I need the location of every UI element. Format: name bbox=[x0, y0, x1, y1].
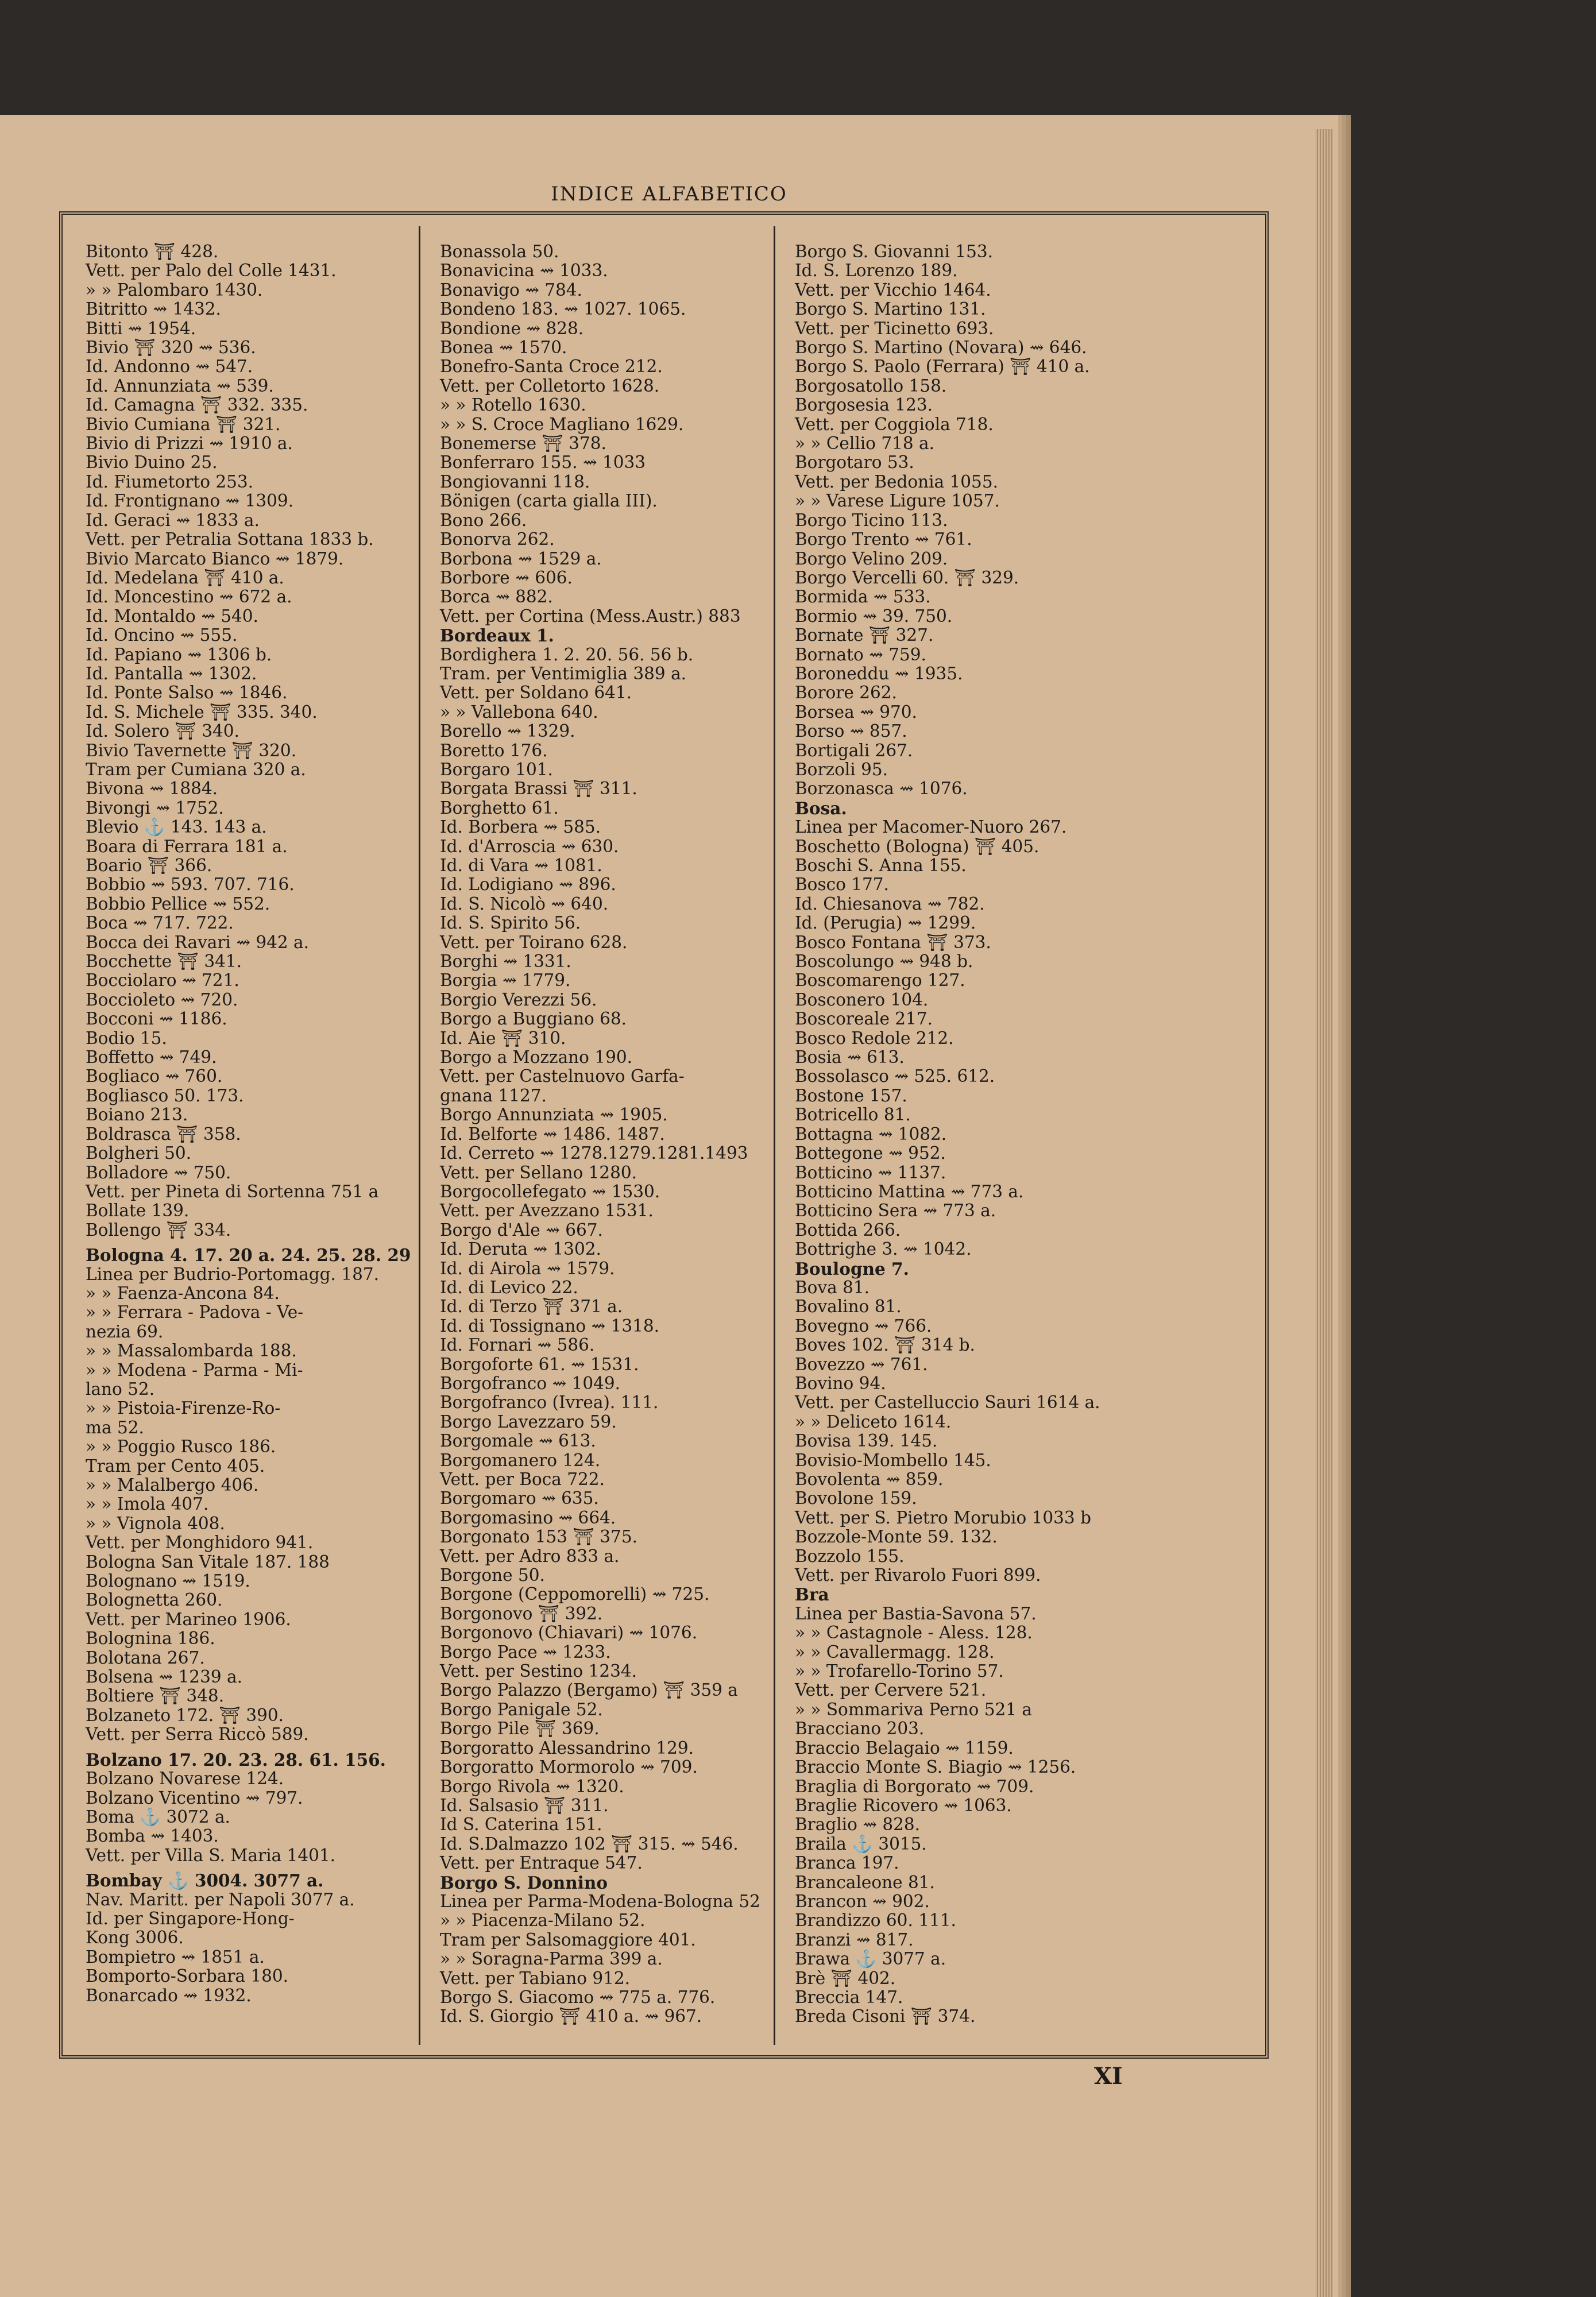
index-entry: » » Cellio 718 a. bbox=[795, 434, 934, 454]
index-entry: Vett. per Monghidoro 941. bbox=[86, 1533, 314, 1553]
index-entry: Bogliasco 50. 173. bbox=[86, 1085, 244, 1105]
index-entry: Bormida ⇝ 533. bbox=[795, 587, 931, 607]
index-entry: Vett. per Castelnuovo Garfa- bbox=[440, 1066, 685, 1086]
index-entry: Id. Pantalla ⇝ 1302. bbox=[86, 663, 257, 683]
index-entry: Id. Fiumetorto 253. bbox=[86, 471, 254, 492]
index-entry: Bollate 139. bbox=[86, 1201, 190, 1221]
index-entry: Bocconi ⇝ 1186. bbox=[86, 1009, 227, 1029]
index-entry: Id. S. Michele ⛩ 335. 340. bbox=[86, 702, 318, 722]
index-entry: Bonavigo ⇝ 784. bbox=[440, 280, 582, 300]
index-entry: » » Pistoia-Firenze-Ro- bbox=[86, 1398, 281, 1418]
index-entry: » » Soragna-Parma 399 a. bbox=[440, 1949, 663, 1969]
index-entry: Bovegno ⇝ 766. bbox=[795, 1316, 932, 1336]
index-entry: Botticino Mattina ⇝ 773 a. bbox=[795, 1181, 1024, 1201]
index-entry: Id. Andonno ⇝ 547. bbox=[86, 357, 253, 377]
index-entry: Bivongi ⇝ 1752. bbox=[86, 798, 224, 818]
index-entry: Id. di Airola ⇝ 1579. bbox=[440, 1258, 615, 1278]
index-entry: Tram. per Ventimiglia 389 a. bbox=[440, 663, 687, 683]
index-entry: Id. Oncino ⇝ 555. bbox=[86, 625, 238, 645]
index-entry: Tram per Salsomaggiore 401. bbox=[440, 1929, 696, 1950]
index-entry: Bologna 4. 17. 20 a. 24. 25. 28. 29 bbox=[86, 1245, 411, 1266]
index-entry: » » Trofarello-Torino 57. bbox=[795, 1661, 1004, 1681]
index-entry: Boara di Ferrara 181 a. bbox=[86, 836, 288, 856]
index-entry: Bortigali 267. bbox=[795, 740, 913, 760]
index-entry: Vett. per Entraque 547. bbox=[440, 1853, 643, 1873]
index-entry: Borgo a Mozzano 190. bbox=[440, 1047, 632, 1068]
index-entry: Bomba ⇝ 1403. bbox=[86, 1826, 219, 1846]
index-entry: Id. Annunziata ⇝ 539. bbox=[86, 376, 274, 396]
index-entry: Id. Camagna ⛩ 332. 335. bbox=[86, 395, 308, 415]
index-entry: » » Massalombarda 188. bbox=[86, 1341, 297, 1361]
index-entry: Id. Frontignano ⇝ 1309. bbox=[86, 491, 294, 511]
index-entry: Vett. per Palo del Colle 1431. bbox=[86, 261, 337, 281]
index-entry: Bivio di Prizzi ⇝ 1910 a. bbox=[86, 434, 293, 454]
index-entry: Borgomaro ⇝ 635. bbox=[440, 1488, 599, 1509]
index-entry: Borgaro 101. bbox=[440, 759, 553, 779]
index-entry: Bovino 94. bbox=[795, 1373, 886, 1393]
index-entry: Id. S.Dalmazzo 102 ⛩ 315. ⇝ 546. bbox=[440, 1834, 739, 1854]
index-entry: Boretto 176. bbox=[440, 740, 548, 760]
index-entry: Bolzano Novarese 124. bbox=[86, 1769, 284, 1789]
index-entry: Brè ⛩ 402. bbox=[795, 1968, 896, 1988]
index-entry: Bonassola 50. bbox=[440, 242, 559, 261]
index-entry: Braglie Ricovero ⇝ 1063. bbox=[795, 1795, 1012, 1815]
index-entry: Borgone 50. bbox=[440, 1565, 545, 1586]
index-entry: Bogliaco ⇝ 760. bbox=[86, 1066, 223, 1086]
index-entry: Bolzano 17. 20. 23. 28. 61. 156. bbox=[86, 1749, 386, 1770]
index-entry: Bormio ⇝ 39. 750. bbox=[795, 606, 953, 626]
index-entry: Bitritto ⇝ 1432. bbox=[86, 299, 221, 319]
index-entry: Boffetto ⇝ 749. bbox=[86, 1047, 217, 1068]
index-entry: Borgo Ticino 113. bbox=[795, 510, 948, 530]
index-entry: Id. S. Lorenzo 189. bbox=[795, 261, 958, 281]
index-entry: Brancaleone 81. bbox=[795, 1872, 935, 1892]
index-entry: Bottrighe 3. ⇝ 1042. bbox=[795, 1239, 972, 1259]
index-entry: Bobbio Pellice ⇝ 552. bbox=[86, 894, 270, 914]
index-entry: Id. Borbera ⇝ 585. bbox=[440, 817, 601, 837]
index-entry: Borello ⇝ 1329. bbox=[440, 721, 575, 741]
index-entry: Id. Moncestino ⇝ 672 a. bbox=[86, 587, 292, 607]
index-entry: » » Modena - Parma - Mi- bbox=[86, 1360, 303, 1380]
index-entry: Bompietro ⇝ 1851 a. bbox=[86, 1947, 265, 1967]
index-entry: Borgonovo ⛩ 392. bbox=[440, 1603, 603, 1623]
index-entry: Borgomanero 124. bbox=[440, 1450, 601, 1470]
index-entry: nezia 69. bbox=[86, 1321, 164, 1341]
index-entry: Botticino ⇝ 1137. bbox=[795, 1162, 946, 1182]
index-entry: Bondione ⇝ 828. bbox=[440, 318, 584, 338]
index-entry: Boca ⇝ 717. 722. bbox=[86, 913, 234, 933]
index-entry: Bivio Duino 25. bbox=[86, 453, 218, 473]
index-entry: Botricello 81. bbox=[795, 1105, 911, 1125]
index-entry: Bornate ⛩ 327. bbox=[795, 625, 934, 645]
index-entry: Bostone 157. bbox=[795, 1085, 907, 1105]
index-entry: Borgotaro 53. bbox=[795, 453, 914, 473]
index-entry: Borghetto 61. bbox=[440, 798, 559, 818]
index-entry: Vett. per Coggiola 718. bbox=[795, 414, 994, 434]
index-entry: Borbore ⇝ 606. bbox=[440, 567, 573, 587]
index-column-1 bbox=[86, 242, 430, 2005]
index-entry: Bitonto ⛩ 428. bbox=[86, 242, 219, 261]
index-entry: Borgo Annunziata ⇝ 1905. bbox=[440, 1105, 668, 1125]
index-entry: Vett. per Castelluccio Sauri 1614 a. bbox=[795, 1393, 1100, 1413]
index-entry: Bosa. bbox=[795, 798, 847, 818]
index-entry: Bovezzo ⇝ 761. bbox=[795, 1354, 928, 1374]
index-entry: Boario ⛩ 366. bbox=[86, 856, 212, 875]
index-entry: Bottagna ⇝ 1082. bbox=[795, 1124, 947, 1144]
index-entry: Borgio Verezzi 56. bbox=[440, 989, 597, 1010]
index-entry: Boulogne 7. bbox=[795, 1258, 909, 1279]
index-entry: Borgomale ⇝ 613. bbox=[440, 1431, 596, 1451]
index-entry: Bocciolaro ⇝ 721. bbox=[86, 970, 239, 991]
index-entry: Borgo S. Martino 131. bbox=[795, 299, 986, 319]
index-entry: Id. di Vara ⇝ 1081. bbox=[440, 856, 602, 875]
index-entry: Brawa ⚓ 3077 a. bbox=[795, 1949, 946, 1969]
index-entry: Borgo d'Ale ⇝ 667. bbox=[440, 1220, 603, 1240]
index-entry: Vett. per Cervere 521. bbox=[795, 1680, 987, 1700]
index-entry: Linea per Parma-Modena-Bologna 52 bbox=[440, 1891, 760, 1911]
index-entry: Borso ⇝ 857. bbox=[795, 721, 907, 741]
index-entry: Botticino Sera ⇝ 773 a. bbox=[795, 1201, 996, 1221]
index-entry: Braglio ⇝ 828. bbox=[795, 1815, 921, 1835]
index-entry: Vett. per Adro 833 a. bbox=[440, 1546, 620, 1566]
index-entry: Borgia ⇝ 1779. bbox=[440, 970, 571, 991]
index-entry: Bordeaux 1. bbox=[440, 625, 554, 646]
index-entry: Vett. per Colletorto 1628. bbox=[440, 376, 660, 396]
index-entry: Borgosatollo 158. bbox=[795, 376, 947, 396]
index-entry: Bolzaneto 172. ⛩ 390. bbox=[86, 1705, 284, 1725]
page-edge bbox=[1315, 129, 1332, 2297]
index-entry: Vett. per Boca 722. bbox=[440, 1470, 605, 1489]
index-entry: lano 52. bbox=[86, 1379, 155, 1399]
index-entry: Borgone (Ceppomorelli) ⇝ 725. bbox=[440, 1584, 710, 1604]
index-entry: Id. Cerreto ⇝ 1278.1279.1281.1493 bbox=[440, 1143, 748, 1163]
index-entry: Borgonato 153 ⛩ 375. bbox=[440, 1527, 637, 1547]
index-entry: Bombay ⚓ 3004. 3077 a. bbox=[86, 1870, 324, 1891]
index-entry: Borore 262. bbox=[795, 683, 897, 703]
index-entry: Bologna San Vitale 187. 188 bbox=[86, 1552, 330, 1572]
index-entry: » » Malalbergo 406. bbox=[86, 1475, 259, 1495]
index-entry: Braglia di Borgorato ⇝ 709. bbox=[795, 1776, 1034, 1796]
index-entry: Borca ⇝ 882. bbox=[440, 587, 553, 607]
index-entry: Blevio ⚓ 143. 143 a. bbox=[86, 817, 267, 837]
index-entry: Bongiovanni 118. bbox=[440, 471, 590, 492]
index-entry: Bonorva 262. bbox=[440, 529, 555, 550]
index-entry: Id. Belforte ⇝ 1486. 1487. bbox=[440, 1124, 665, 1144]
index-entry: Boltiere ⛩ 348. bbox=[86, 1686, 225, 1706]
index-entry: Borgo Velino 209. bbox=[795, 548, 948, 569]
index-entry: » » Vignola 408. bbox=[86, 1513, 225, 1533]
index-entry: Bonea ⇝ 1570. bbox=[440, 338, 567, 358]
index-entry: Boscoreale 217. bbox=[795, 1009, 933, 1029]
index-entry: Bosconero 104. bbox=[795, 989, 929, 1010]
index-entry: Bodio 15. bbox=[86, 1028, 167, 1048]
index-entry: Boscolungo ⇝ 948 b. bbox=[795, 952, 973, 972]
index-entry: Bonemerse ⛩ 378. bbox=[440, 434, 606, 454]
index-entry: Bono 266. bbox=[440, 510, 527, 530]
index-entry: Bivio Marcato Bianco ⇝ 1879. bbox=[86, 548, 344, 569]
index-entry: Borgo S. Giovanni 153. bbox=[795, 242, 993, 261]
index-entry: Vett. per Vicchio 1464. bbox=[795, 280, 991, 300]
index-entry: » » Cavallermagg. 128. bbox=[795, 1642, 995, 1662]
index-entry: Id. Medelana ⛩ 410 a. bbox=[86, 567, 284, 587]
index-entry: Borgo Panigale 52. bbox=[440, 1699, 603, 1719]
index-entry: Bonarcado ⇝ 1932. bbox=[86, 1985, 252, 2005]
index-entry: Bocca dei Ravari ⇝ 942 a. bbox=[86, 932, 309, 952]
index-entry: Id. (Perugia) ⇝ 1299. bbox=[795, 913, 976, 933]
index-entry: Bocchette ⛩ 341. bbox=[86, 952, 242, 972]
index-entry: Bivio Cumiana ⛩ 321. bbox=[86, 414, 281, 434]
index-entry: Bolsena ⇝ 1239 a. bbox=[86, 1667, 242, 1687]
index-entry: Borgo Pace ⇝ 1233. bbox=[440, 1642, 611, 1662]
index-entry: Boschetto (Bologna) ⛩ 405. bbox=[795, 836, 1039, 856]
index-entry: Bovisio-Mombello 145. bbox=[795, 1450, 991, 1470]
index-entry: » » Imola 407. bbox=[86, 1494, 209, 1514]
index-entry: Bovolone 159. bbox=[795, 1488, 917, 1509]
index-entry: Bosco Redole 212. bbox=[795, 1028, 954, 1048]
index-entry: Branca 197. bbox=[795, 1853, 899, 1873]
index-entry: Boiano 213. bbox=[86, 1105, 188, 1125]
index-entry: Bozzolo 155. bbox=[795, 1546, 905, 1566]
index-entry: Braccio Monte S. Biagio ⇝ 1256. bbox=[795, 1757, 1076, 1777]
index-entry: Bra bbox=[795, 1584, 829, 1605]
index-entry: Vett. per Toirano 628. bbox=[440, 932, 628, 952]
index-entry: Bolladore ⇝ 750. bbox=[86, 1162, 231, 1182]
index-entry: Bova 81. bbox=[795, 1277, 870, 1297]
index-entry: Bosia ⇝ 613. bbox=[795, 1047, 905, 1068]
index-entry: Borgata Brassi ⛩ 311. bbox=[440, 779, 637, 799]
page-header: INDICE ALFABETICO bbox=[551, 183, 787, 206]
index-entry: Bracciano 203. bbox=[795, 1719, 925, 1739]
index-entry: Borgo S. Donnino bbox=[440, 1872, 608, 1893]
index-entry: Borgoforte 61. ⇝ 1531. bbox=[440, 1354, 639, 1374]
index-entry: Borgo Vercelli 60. ⛩ 329. bbox=[795, 567, 1019, 587]
index-entry: Vett. per S. Pietro Morubio 1033 b bbox=[795, 1507, 1091, 1528]
index-entry: » » Castagnole - Aless. 128. bbox=[795, 1623, 1033, 1643]
index-entry: » » Deliceto 1614. bbox=[795, 1412, 952, 1432]
index-entry: Bottegone ⇝ 952. bbox=[795, 1143, 946, 1163]
index-entry: » » Varese Ligure 1057. bbox=[795, 491, 1000, 511]
index-entry: » » Faenza-Ancona 84. bbox=[86, 1283, 280, 1303]
index-column-2 bbox=[440, 242, 785, 2027]
index-entry: Vett. per Cortina (Mess.Austr.) 883 bbox=[440, 606, 741, 626]
index-entry: Bozzole-Monte 59. 132. bbox=[795, 1527, 998, 1547]
index-entry: Bordighera 1. 2. 20. 56. 56 b. bbox=[440, 644, 694, 664]
index-entry: Bomporto-Sorbara 180. bbox=[86, 1966, 289, 1986]
index-entry: Id. S. Nicolò ⇝ 640. bbox=[440, 894, 609, 914]
index-entry: Bottida 266. bbox=[795, 1220, 901, 1240]
index-entry: Bönigen (carta gialla III). bbox=[440, 491, 658, 511]
index-entry: Breccia 147. bbox=[795, 1987, 903, 2007]
index-entry: Bivio Tavernette ⛩ 320. bbox=[86, 740, 297, 760]
index-entry: » » Sommariva Perno 521 a bbox=[795, 1699, 1033, 1719]
index-entry: Borgo Rivola ⇝ 1320. bbox=[440, 1776, 624, 1796]
index-entry: Id. S. Giorgio ⛩ 410 a. ⇝ 967. bbox=[440, 2006, 702, 2027]
index-entry: Id. Lodigiano ⇝ 896. bbox=[440, 875, 616, 895]
index-entry: Borgomasino ⇝ 664. bbox=[440, 1507, 616, 1528]
index-entry: Bivio ⛩ 320 ⇝ 536. bbox=[86, 338, 256, 358]
index-entry: Id. Fornari ⇝ 586. bbox=[440, 1335, 595, 1355]
index-entry: Borgosesia 123. bbox=[795, 395, 933, 415]
index-entry: Borzonasca ⇝ 1076. bbox=[795, 779, 968, 799]
index-entry: Id. Ponte Salso ⇝ 1846. bbox=[86, 683, 288, 703]
index-entry: Vett. per Sellano 1280. bbox=[440, 1162, 637, 1182]
index-entry: Vett. per Soldano 641. bbox=[440, 683, 632, 703]
index-entry: Linea per Macomer-Nuoro 267. bbox=[795, 817, 1067, 837]
index-entry: Id. di Levico 22. bbox=[440, 1277, 578, 1297]
index-entry: Borgofranco ⇝ 1049. bbox=[440, 1373, 620, 1393]
index-entry: Id. Deruta ⇝ 1302. bbox=[440, 1239, 601, 1259]
index-entry: Borgo S. Giacomo ⇝ 775 a. 776. bbox=[440, 1987, 716, 2007]
index-entry: Borgoratto Mormorolo ⇝ 709. bbox=[440, 1757, 698, 1777]
index-entry: Vett. per Pineta di Sortenna 751 a bbox=[86, 1181, 379, 1201]
index-entry: Vett. per Ticinetto 693. bbox=[795, 318, 994, 338]
index-entry: Bondeno 183. ⇝ 1027. 1065. bbox=[440, 299, 686, 319]
index-entry: Id. di Tossignano ⇝ 1318. bbox=[440, 1316, 660, 1336]
index-entry: Bovisa 139. 145. bbox=[795, 1431, 938, 1451]
index-entry: Tram per Cento 405. bbox=[86, 1456, 265, 1476]
index-entry: Bonavicina ⇝ 1033. bbox=[440, 261, 608, 281]
index-entry: Borgo Palazzo (Bergamo) ⛩ 359 a bbox=[440, 1680, 738, 1700]
index-entry: Borghi ⇝ 1331. bbox=[440, 952, 571, 972]
index-entry: Boldrasca ⛩ 358. bbox=[86, 1124, 241, 1144]
index-entry: » » Vallebona 640. bbox=[440, 702, 598, 722]
index-entry: Breda Cisoni ⛩ 374. bbox=[795, 2006, 976, 2027]
index-entry: Borgonovo (Chiavari) ⇝ 1076. bbox=[440, 1623, 698, 1643]
index-entry: » » Poggio Rusco 186. bbox=[86, 1437, 276, 1457]
index-entry: Vett. per Marineo 1906. bbox=[86, 1609, 291, 1629]
index-entry: Vett. per Serra Riccò 589. bbox=[86, 1724, 309, 1745]
index-entry: Bolognina 186. bbox=[86, 1629, 215, 1649]
index-entry: Vett. per Tabiano 912. bbox=[440, 1968, 631, 1988]
index-entry: Id. S. Spirito 56. bbox=[440, 913, 581, 933]
page-number: XI bbox=[1094, 2063, 1123, 2090]
index-entry: Linea per Budrio-Portomagg. 187. bbox=[86, 1264, 379, 1284]
index-entry: Boma ⚓ 3072 a. bbox=[86, 1807, 230, 1827]
index-entry: Bornato ⇝ 759. bbox=[795, 644, 926, 664]
index-entry: Tram per Cumiana 320 a. bbox=[86, 759, 306, 779]
index-entry: Vett. per Rivarolo Fuori 899. bbox=[795, 1565, 1041, 1586]
index-entry: Id. Solero ⛩ 340. bbox=[86, 721, 239, 741]
index-entry: Vett. per Bedonia 1055. bbox=[795, 471, 998, 492]
index-entry: Bonferraro 155. ⇝ 1033 bbox=[440, 453, 646, 473]
index-entry: » » Ferrara - Padova - Ve- bbox=[86, 1302, 304, 1322]
index-entry: Vett. per Avezzano 1531. bbox=[440, 1201, 654, 1221]
index-entry: Vett. per Petralia Sottana 1833 b. bbox=[86, 529, 374, 550]
index-entry: gnana 1127. bbox=[440, 1085, 547, 1105]
index-entry: Id. Geraci ⇝ 1833 a. bbox=[86, 510, 260, 530]
index-entry: Id. Papiano ⇝ 1306 b. bbox=[86, 644, 272, 664]
index-entry: Bitti ⇝ 1954. bbox=[86, 318, 196, 338]
index-entry: Bobbio ⇝ 593. 707. 716. bbox=[86, 875, 295, 895]
index-entry: Brandizzo 60. 111. bbox=[795, 1911, 956, 1931]
index-entry: Id. Montaldo ⇝ 540. bbox=[86, 606, 258, 626]
index-entry: Borgo Trento ⇝ 761. bbox=[795, 529, 972, 550]
index-entry: Nav. Maritt. per Napoli 3077 a. bbox=[86, 1889, 355, 1909]
index-entry: Boccioleto ⇝ 720. bbox=[86, 989, 238, 1010]
index-entry: Vett. per Sestino 1234. bbox=[440, 1661, 637, 1681]
index-entry: Bolzano Vicentino ⇝ 797. bbox=[86, 1788, 303, 1808]
index-entry: Id S. Caterina 151. bbox=[440, 1815, 602, 1835]
index-entry: Braccio Belagaio ⇝ 1159. bbox=[795, 1738, 1014, 1758]
index-entry: Borbona ⇝ 1529 a. bbox=[440, 548, 602, 569]
index-entry: Borgo Lavezzaro 59. bbox=[440, 1412, 617, 1432]
index-entry: Bolognetta 260. bbox=[86, 1590, 223, 1610]
index-entry: Boves 102. ⛩ 314 b. bbox=[795, 1335, 975, 1355]
index-entry: Id. d'Arroscia ⇝ 630. bbox=[440, 836, 619, 856]
index-entry: Bossolasco ⇝ 525. 612. bbox=[795, 1066, 995, 1086]
index-entry: Bollengo ⛩ 334. bbox=[86, 1220, 231, 1240]
index-entry: Borgo S. Paolo (Ferrara) ⛩ 410 a. bbox=[795, 357, 1090, 377]
index-entry: Linea per Bastia-Savona 57. bbox=[795, 1603, 1037, 1623]
index-entry: » » Palombaro 1430. bbox=[86, 280, 263, 300]
index-frame bbox=[59, 211, 1269, 2059]
index-entry: Borzoli 95. bbox=[795, 759, 888, 779]
index-entry: » » S. Croce Magliano 1629. bbox=[440, 414, 684, 434]
index-entry: Kong 3006. bbox=[86, 1928, 184, 1948]
index-entry: Boscomarengo 127. bbox=[795, 970, 965, 991]
index-entry: Boroneddu ⇝ 1935. bbox=[795, 663, 963, 683]
index-column-3 bbox=[795, 242, 1139, 2027]
index-entry: Id. per Singapore-Hong- bbox=[86, 1908, 295, 1928]
index-entry: Bolotana 267. bbox=[86, 1648, 205, 1668]
index-entry: » » Rotello 1630. bbox=[440, 395, 586, 415]
index-entry: » » Piacenza-Milano 52. bbox=[440, 1911, 646, 1931]
index-entry: Id. Salsasio ⛩ 311. bbox=[440, 1795, 609, 1815]
index-entry: Borgo S. Martino (Novara) ⇝ 646. bbox=[795, 338, 1087, 358]
index-entry: Bivona ⇝ 1884. bbox=[86, 779, 218, 799]
index-entry: Borgocollefegato ⇝ 1530. bbox=[440, 1181, 660, 1201]
index-entry: Branzi ⇝ 817. bbox=[795, 1929, 914, 1950]
index-entry: Bolognano ⇝ 1519. bbox=[86, 1571, 250, 1591]
index-entry: Braila ⚓ 3015. bbox=[795, 1834, 927, 1854]
index-entry: Bosco Fontana ⛩ 373. bbox=[795, 932, 991, 952]
index-entry: Id. Aie ⛩ 310. bbox=[440, 1028, 566, 1048]
index-entry: Bolgheri 50. bbox=[86, 1143, 192, 1163]
index-entry: Id. Chiesanova ⇝ 782. bbox=[795, 894, 985, 914]
index-entry: Vett. per Villa S. Maria 1401. bbox=[86, 1845, 336, 1865]
index-entry: Borgoratto Alessandrino 129. bbox=[440, 1738, 694, 1758]
index-entry: Bonefro-Santa Croce 212. bbox=[440, 357, 663, 377]
index-entry: Borgo a Buggiano 68. bbox=[440, 1009, 627, 1029]
index-entry: ma 52. bbox=[86, 1417, 144, 1437]
index-entry: Id. di Terzo ⛩ 371 a. bbox=[440, 1297, 623, 1317]
index-entry: Boschi S. Anna 155. bbox=[795, 856, 967, 875]
index-entry: Borgo Pile ⛩ 369. bbox=[440, 1719, 600, 1739]
index-entry: Bovalino 81. bbox=[795, 1297, 902, 1317]
index-entry: Bosco 177. bbox=[795, 875, 889, 895]
index-entry: Bovolenta ⇝ 859. bbox=[795, 1470, 944, 1489]
index-entry: Borsea ⇝ 970. bbox=[795, 702, 917, 722]
index-entry: Borgofranco (Ivrea). 111. bbox=[440, 1393, 659, 1413]
index-entry: Brancon ⇝ 902. bbox=[795, 1891, 930, 1911]
